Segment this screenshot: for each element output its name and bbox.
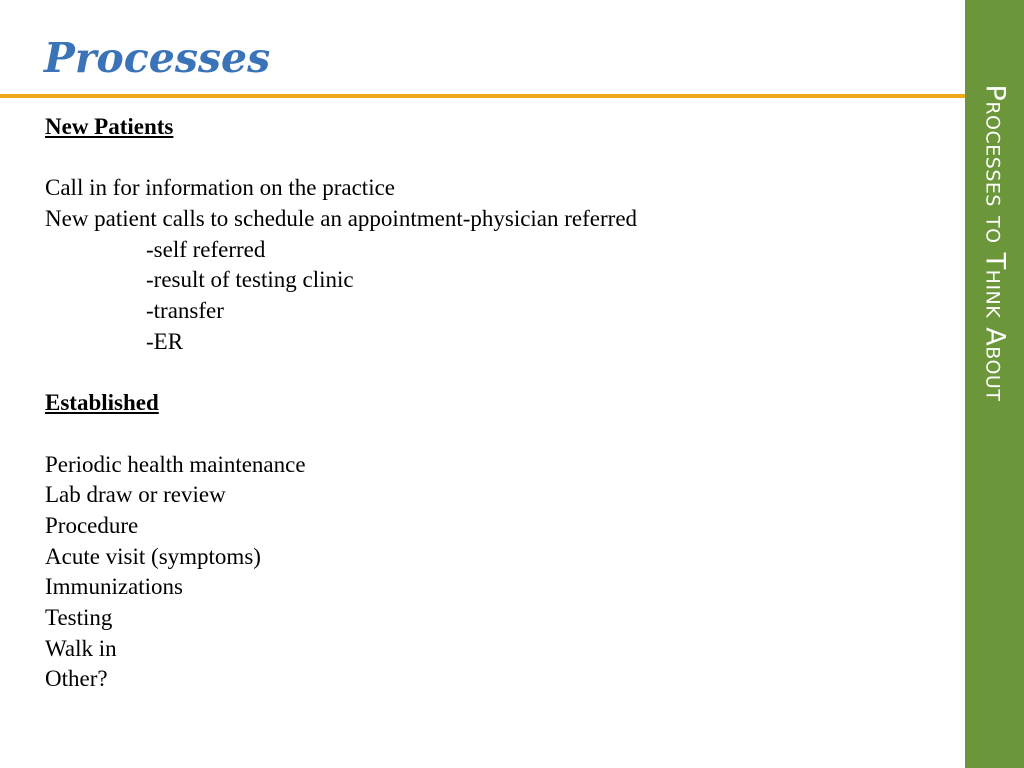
list-item: Lab draw or review <box>45 482 226 508</box>
spacer <box>45 358 945 389</box>
spacer <box>45 419 945 450</box>
list-item: Procedure <box>45 512 139 538</box>
sub-list-item: -ER <box>146 328 184 354</box>
established-heading: Established <box>45 390 159 416</box>
list-item: Walk in <box>45 635 117 661</box>
sidebar-label: Processes to Think About <box>979 84 1010 402</box>
list-item: Other? <box>45 666 108 692</box>
list-item: New patient calls to schedule an appointment-physician referred <box>45 206 638 232</box>
list-item: Call in for information on the practice <box>45 175 395 201</box>
list-item: Immunizations <box>45 574 183 600</box>
spacer <box>45 143 945 174</box>
new-patients-heading: New Patients <box>45 114 174 139</box>
list-item: Acute visit (symptoms) <box>45 543 261 569</box>
sub-list-item: -result of testing clinic <box>146 267 354 293</box>
sub-list-item: -transfer <box>146 298 224 324</box>
sidebar-banner <box>965 0 1024 768</box>
list-item: Periodic health maintenance <box>45 451 306 477</box>
slide-title: Processes <box>44 34 271 82</box>
slide-body <box>45 112 945 695</box>
title-divider <box>0 94 965 98</box>
sub-list-item: -self referred <box>146 236 266 262</box>
list-item: Testing <box>45 605 113 630</box>
